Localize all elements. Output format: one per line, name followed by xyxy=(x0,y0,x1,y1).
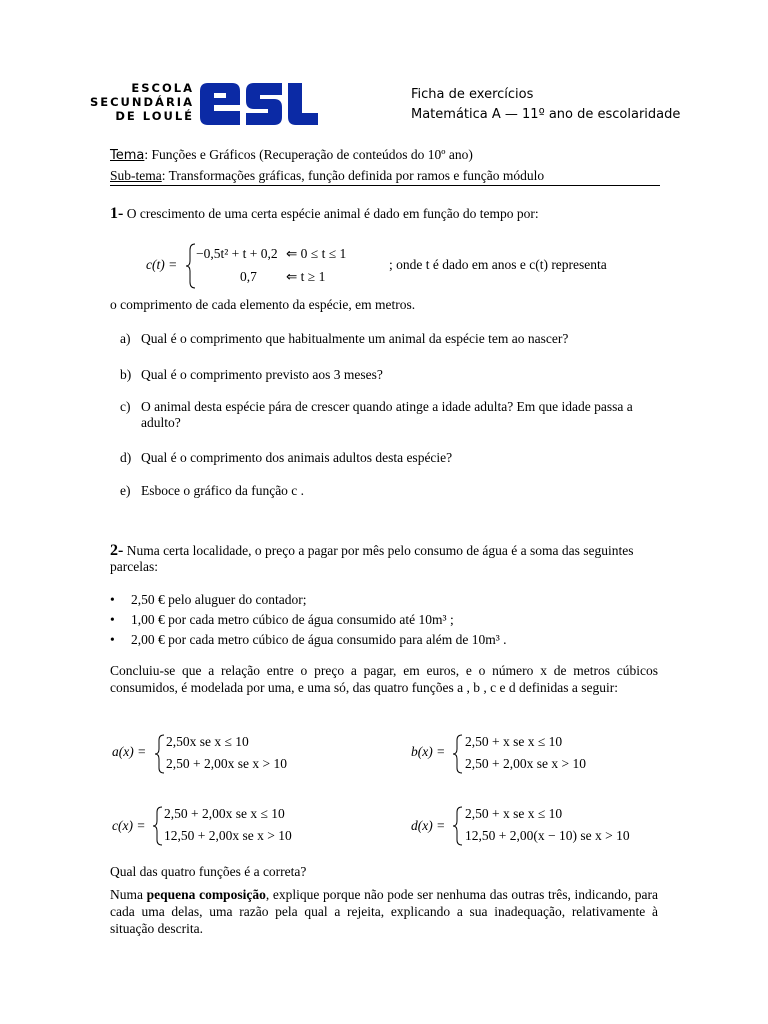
question-text: O animal desta espécie pára de crescer quando atinge a idade adulta? Em que idade passa a adulto? xyxy=(141,399,633,430)
ex1-intro xyxy=(110,206,539,222)
ex2-bullet-3 xyxy=(110,632,507,648)
logo-word-escola: ESCOLA xyxy=(131,81,194,95)
bullet-icon: • xyxy=(110,632,115,647)
func-a-brace xyxy=(154,734,166,774)
school-logo xyxy=(88,81,328,129)
func-b-brace xyxy=(452,734,464,774)
func-d-line1: 2,50 + x se x ≤ 10 xyxy=(465,806,563,821)
ex2-number: 2- xyxy=(110,542,124,559)
ex2-composition xyxy=(110,886,658,937)
tema-line xyxy=(110,147,473,164)
func-d-line2: 12,50 + 2,00(x − 10) se x > 10 xyxy=(465,828,630,843)
question-label: d) xyxy=(120,450,132,465)
esl-logo-mark xyxy=(198,81,322,127)
ex2-bullet-1 xyxy=(110,592,307,608)
ex1-after: o comprimento de cada elemento da espécie, em metros. xyxy=(110,297,416,312)
func-a-lhs: a(x) = xyxy=(112,744,147,759)
ex2-question: Qual das quatro funções é a correta? xyxy=(110,864,307,879)
ex1-number: 1- xyxy=(110,205,124,222)
question-text: Qual é o comprimento previsto aos 3 meses? xyxy=(141,367,383,382)
ex2-intro-text: Numa certa localidade, o preço a pagar por mês pelo consumo de água é a soma das seguintes parcelas: xyxy=(110,543,634,574)
question-text: Qual é o comprimento que habitualmente um animal da espécie tem ao nascer? xyxy=(141,331,569,346)
ex2-para1: Concluiu-se que a relação entre o preço a pagar, em euros, e o número x de metros cúbicos consumidos, é modelada por uma, e uma só, das quatro funções a , b , c e d definidas a seguir: xyxy=(110,663,658,695)
func-c-brace xyxy=(152,806,164,846)
func-b-line1: 2,50 + x se x ≤ 10 xyxy=(465,734,563,749)
doc-subtitle: Matemática A — 11º ano de escolaridade xyxy=(411,107,681,122)
tema-text: : Funções e Gráficos (Recuperação de conteúdos do 10º ano) xyxy=(144,147,473,162)
logo-word-loule: DE LOULÉ xyxy=(115,109,194,123)
func-c-lhs: c(x) = xyxy=(112,818,146,833)
ex1-side-text: ; onde t é dado em anos e c(t) representa xyxy=(389,257,607,272)
func-d-brace xyxy=(452,806,464,846)
question-text: Esboce o gráfico da função c . xyxy=(141,483,305,498)
ex2-bullet-2 xyxy=(110,612,454,628)
bullet-text: 2,50 € pelo aluguer do contador; xyxy=(131,592,307,607)
doc-title: Ficha de exercícios xyxy=(411,87,534,102)
ex1-case1-expr: −0,5t² + t + 0,2 xyxy=(196,246,278,261)
func-a-line2: 2,50 + 2,00x se x > 10 xyxy=(166,756,287,771)
ex1-question-b xyxy=(120,367,383,383)
comp-prefix: Numa xyxy=(110,887,147,902)
func-b-lhs: b(x) = xyxy=(411,744,446,759)
func-d-lhs: d(x) = xyxy=(411,818,446,833)
bullet-text: 2,00 € por cada metro cúbico de água consumido para além de 10m³ . xyxy=(131,632,507,647)
ex1-case2-expr: 0,7 xyxy=(240,269,257,284)
ex1-intro-text: O crescimento de uma certa espécie animal é dado em função do tempo por: xyxy=(126,206,539,221)
question-label: b) xyxy=(120,367,132,382)
subtema-line xyxy=(110,168,544,184)
question-text: Qual é o comprimento dos animais adultos desta espécie? xyxy=(141,450,453,465)
func-c-line1: 2,50 + 2,00x se x ≤ 10 xyxy=(164,806,285,821)
func-a-line1: 2,50x se x ≤ 10 xyxy=(166,734,249,749)
logo-words xyxy=(88,81,194,123)
comp-rest: , explique porque não pode ser nenhuma das outras três, indicando, para cada uma delas, uma razão pela qual a rejeita, explicando a sua inadequação, relativamente à situação descrita. xyxy=(110,887,658,936)
ex1-case1-cond: ⇐ 0 ≤ t ≤ 1 xyxy=(286,246,347,261)
bullet-icon: • xyxy=(110,592,115,607)
bullet-text: 1,00 € por cada metro cúbico de água consumido até 10m³ ; xyxy=(131,612,454,627)
ex1-question-e xyxy=(120,483,305,499)
subtema-label: Sub-tema xyxy=(110,168,162,183)
func-b-line2: 2,50 + 2,00x se x > 10 xyxy=(465,756,586,771)
comp-bold: pequena composição xyxy=(146,887,266,902)
logo-word-secundaria: SECUNDÁRIA xyxy=(89,95,194,109)
question-label: e) xyxy=(120,483,131,498)
header-divider xyxy=(110,185,660,186)
tema-label: Tema xyxy=(110,148,145,163)
bullet-icon: • xyxy=(110,612,115,627)
ex1-question-a xyxy=(120,331,569,347)
func-c-line2: 12,50 + 2,00x se x > 10 xyxy=(164,828,292,843)
ex1-question-d xyxy=(120,450,453,466)
question-label: c) xyxy=(120,399,131,414)
ex1-lhs: c(t) = xyxy=(146,257,178,272)
question-label: a) xyxy=(120,331,131,346)
subtema-text: : Transformações gráficas, função definida por ramos e função módulo xyxy=(161,168,545,183)
ex2-intro xyxy=(110,543,658,575)
ex1-case2-cond: ⇐ t ≥ 1 xyxy=(286,269,326,284)
